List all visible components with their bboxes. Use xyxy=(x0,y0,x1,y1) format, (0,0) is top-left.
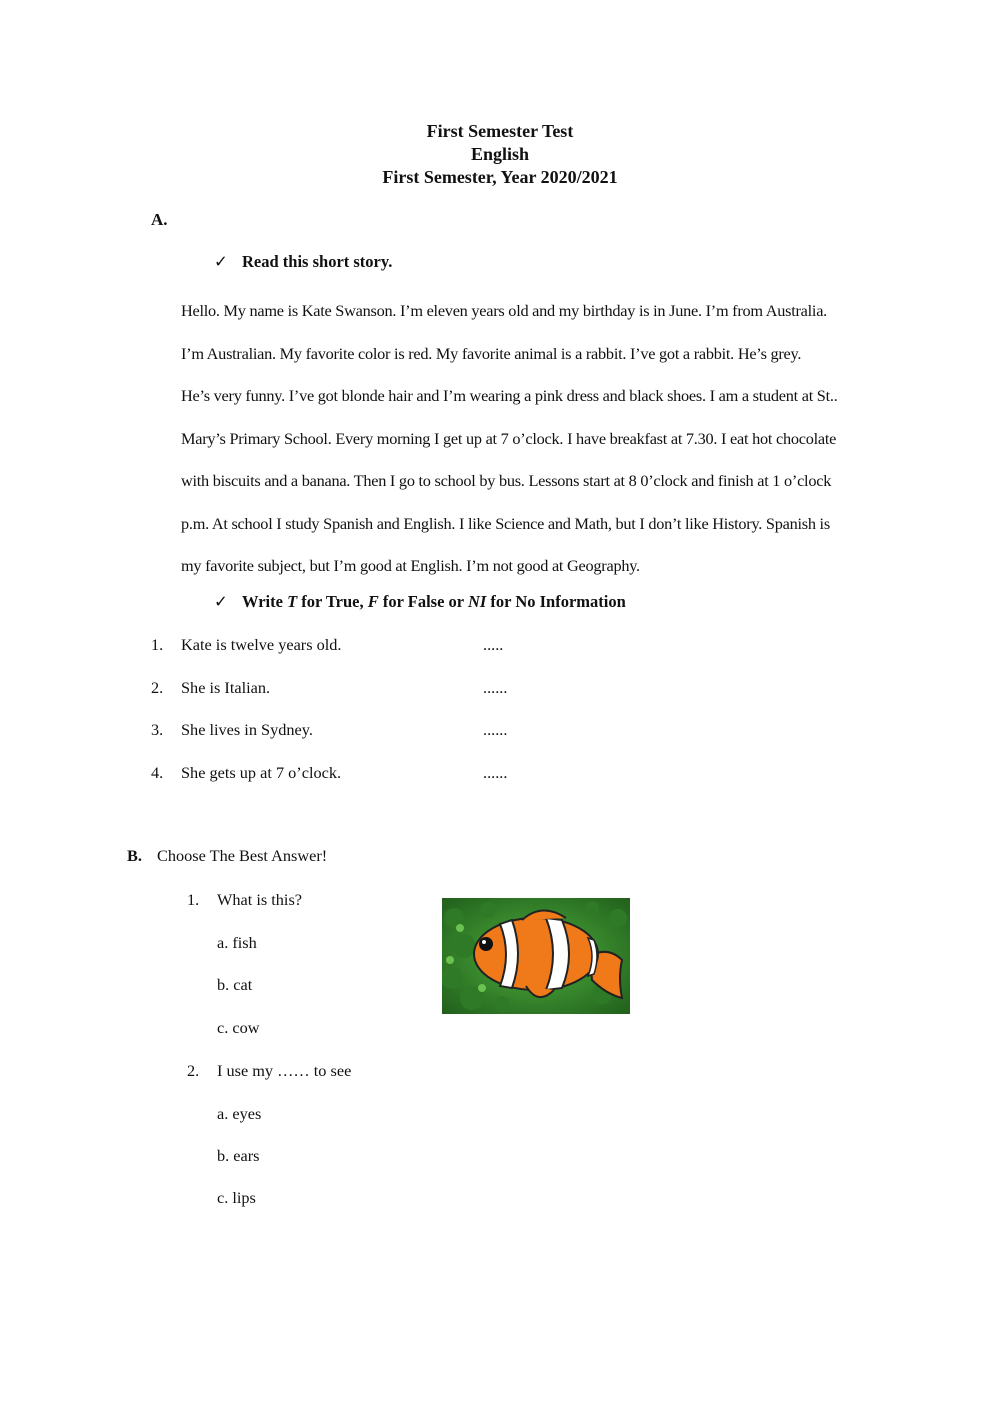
statement-text: Kate is twelve years old. xyxy=(181,635,342,654)
clownfish-icon xyxy=(442,898,630,1014)
story-line: my favorite subject, but I’m good at English. I’m not good at Geography. xyxy=(181,556,640,575)
instruction-part: Write xyxy=(242,592,288,611)
instruction-f: F xyxy=(367,592,379,611)
question-number: 1. xyxy=(187,890,200,909)
term-title: First Semester, Year 2020/2021 xyxy=(382,167,618,187)
option-a[interactable]: a. fish xyxy=(217,933,257,952)
question-text: I use my …… to see xyxy=(217,1061,352,1080)
section-b-label: B. xyxy=(127,846,142,865)
option-b[interactable]: b. cat xyxy=(217,975,253,994)
option-c[interactable]: c. cow xyxy=(217,1018,260,1037)
instruction-part: for True, xyxy=(297,592,368,611)
test-title: First Semester Test xyxy=(426,121,574,141)
statement-row xyxy=(151,720,507,740)
answer-blank[interactable]: ...... xyxy=(483,720,508,739)
section-a-label: A. xyxy=(151,210,168,229)
subject-title: English xyxy=(470,144,530,164)
checkmark-icon: ✓ xyxy=(214,592,228,611)
statement-row xyxy=(151,678,507,698)
story-line: with biscuits and a banana. Then I go to school by bus. Lessons start at 8 0’clock and finish at 1 o’clock xyxy=(181,471,832,490)
statement-number: 3. xyxy=(151,720,164,739)
answer-blank[interactable]: ..... xyxy=(483,635,504,654)
document-header xyxy=(0,120,1000,189)
instruction-ni: NI xyxy=(467,592,487,611)
instruction-t: T xyxy=(287,592,298,611)
statement-number: 2. xyxy=(151,678,164,697)
answer-blank[interactable]: ...... xyxy=(483,678,508,697)
story-line: p.m. At school I study Spanish and English. I like Science and Math, but I don’t like History. Spanish is xyxy=(181,513,830,533)
answer-blank[interactable]: ...... xyxy=(483,763,508,782)
statement-text: She is Italian. xyxy=(181,678,271,697)
statement-number: 4. xyxy=(151,763,164,782)
question-1 xyxy=(187,890,302,910)
story-line: Mary’s Primary School. Every morning I get up at 7 o’clock. I have breakfast at 7.30. I eat hot chocolate xyxy=(181,428,837,448)
section-b-title: Choose The Best Answer! xyxy=(157,846,328,865)
story-line: I’m Australian. My favorite color is red. My favorite animal is a rabbit. I’ve got a rabbit. He’s grey. xyxy=(181,343,802,363)
short-story xyxy=(181,290,881,588)
instruction-part: for False or xyxy=(378,592,468,611)
option-b[interactable]: b. ears xyxy=(217,1146,260,1165)
instruction-text: Read this short story. xyxy=(242,252,393,271)
statement-row xyxy=(151,763,507,783)
checkmark-icon: ✓ xyxy=(214,252,228,271)
question-number: 2. xyxy=(187,1061,200,1080)
story-line: He’s very funny. I’ve got blonde hair and I’m wearing a pink dress and black shoes. I am a student at St.. xyxy=(181,386,838,405)
section-b-heading xyxy=(127,846,327,866)
statement-text: She gets up at 7 o’clock. xyxy=(181,763,342,782)
instruction-part: for No Information xyxy=(486,592,626,611)
clownfish-image xyxy=(442,898,630,1014)
instruction-true-false xyxy=(214,592,626,612)
instruction-read-story xyxy=(214,252,392,272)
option-a[interactable]: a. eyes xyxy=(217,1104,262,1123)
statement-text: She lives in Sydney. xyxy=(181,720,313,739)
statement-row xyxy=(151,635,503,655)
question-text: What is this? xyxy=(217,890,303,909)
statement-number: 1. xyxy=(151,635,164,654)
story-line: Hello. My name is Kate Swanson. I’m eleven years old and my birthday is in June. I’m from Australia. xyxy=(181,301,828,320)
option-c[interactable]: c. lips xyxy=(217,1188,256,1207)
question-2 xyxy=(187,1061,351,1081)
